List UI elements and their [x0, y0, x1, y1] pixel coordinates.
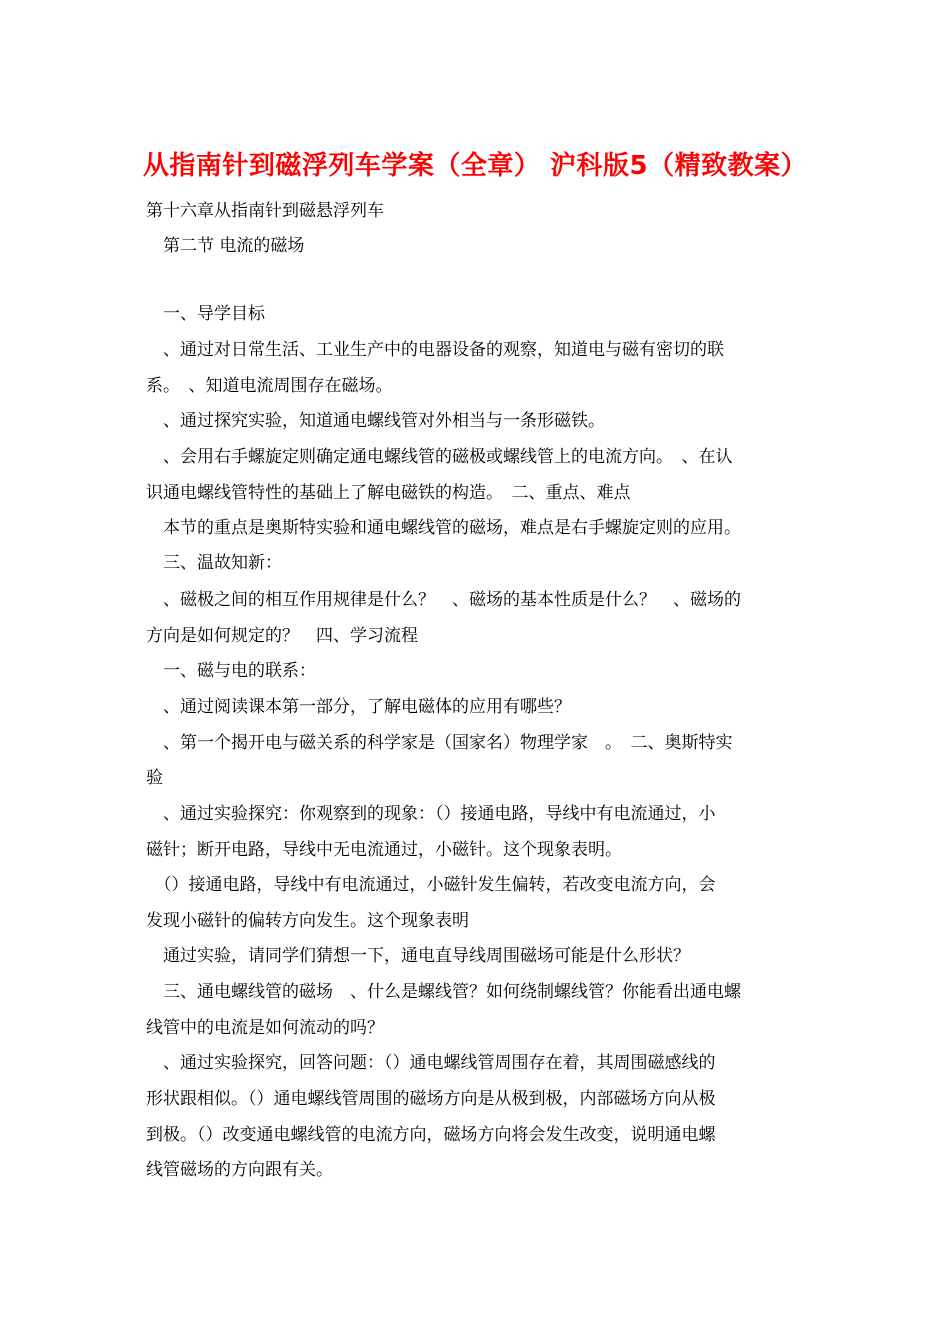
paragraph-line: 方向是如何规定的？ 四、学习流程: [146, 626, 418, 646]
paragraph-line: 到极。（）改变通电螺线管的电流方向，磁场方向将会发生改变，说明通电螺: [146, 1125, 716, 1145]
paragraph-line: 磁针；断开电路，导线中无电流通过，小磁针。这个现象表明。: [146, 840, 622, 860]
paragraph-line: 三、通电螺线管的磁场 、什么是螺线管？如何绕制螺线管？你能看出通电螺: [146, 982, 741, 1002]
paragraph-line: 验: [146, 768, 163, 788]
paragraph-line: 系。 、知道电流周围存在磁场。: [146, 376, 393, 396]
paragraph-line: 线管中的电流是如何流动的吗？: [146, 1018, 384, 1038]
paragraph-line: 识通电螺线管特性的基础上了解电磁铁的构造。 二、重点、难点: [146, 483, 631, 503]
paragraph-line: （）接通电路，导线中有电流通过，小磁针发生偏转，若改变电流方向，会: [146, 875, 716, 895]
paragraph-line: 一、导学目标: [146, 304, 265, 324]
paragraph-line: 本节的重点是奥斯特实验和通电螺线管的磁场，难点是右手螺旋定则的应用。: [146, 518, 741, 538]
chapter-heading: 第十六章从指南针到磁悬浮列车: [146, 201, 384, 221]
paragraph-line: 线管磁场的方向跟有关。: [146, 1160, 333, 1180]
paragraph-line: 发现小磁针的偏转方向发生。这个现象表明: [146, 911, 469, 931]
paragraph-line: 、通过实验探究：你观察到的现象：（）接通电路，导线中有电流通过，小: [146, 804, 716, 824]
paragraph-line: 、第一个揭开电与磁关系的科学家是（国家名）物理学家 。 二、奥斯特实: [146, 733, 733, 753]
paragraph-line: 、通过对日常生活、工业生产中的电器设备的观察，知道电与磁有密切的联: [146, 340, 724, 360]
paragraph-line: 、磁极之间的相互作用规律是什么？ 、磁场的基本性质是什么？ 、磁场的: [146, 590, 741, 610]
paragraph-line: 一、磁与电的联系：: [146, 661, 316, 681]
paragraph-line: 通过实验，请同学们猜想一下，通电直导线周围磁场可能是什么形状？: [146, 946, 690, 966]
paragraph-line: 、通过阅读课本第一部分，了解电磁体的应用有哪些？: [146, 697, 571, 717]
section-heading: 第二节 电流的磁场: [146, 236, 305, 256]
document-title: 从指南针到磁浮列车学案（全章） 沪科版5（精致教案）: [142, 151, 808, 181]
paragraph-line: 、通过探究实验，知道通电螺线管对外相当与一条形磁铁。: [146, 411, 605, 431]
paragraph-line: 三、温故知新：: [146, 553, 282, 573]
paragraph-line: 、通过实验探究，回答问题：（）通电螺线管周围存在着，其周围磁感线的: [146, 1053, 716, 1073]
paragraph-line: 形状跟相似。（）通电螺线管周围的磁场方向是从极到极，内部磁场方向从极: [146, 1089, 716, 1109]
paragraph-line: 、会用右手螺旋定则确定通电螺线管的磁极或螺线管上的电流方向。 、在认: [146, 447, 733, 467]
